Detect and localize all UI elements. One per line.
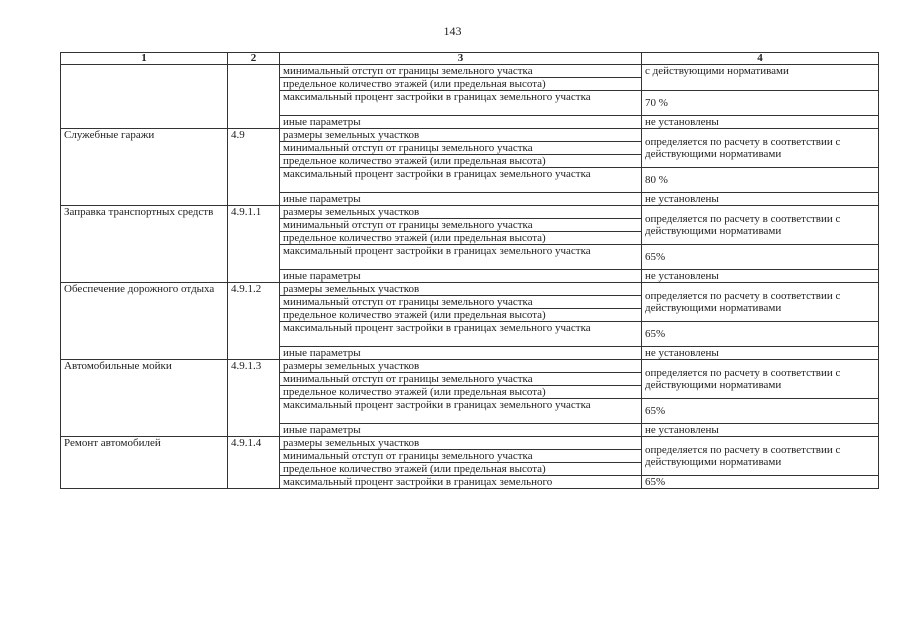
column-header-2: 2 xyxy=(228,53,280,65)
code-cell: 4.9.1.1 xyxy=(228,206,280,283)
param-cell: минимальный отступ от границы земельного участка xyxy=(280,219,642,232)
code-cell: 4.9.1.3 xyxy=(228,360,280,437)
param-cell: иные параметры xyxy=(280,116,642,129)
type-cell: Заправка транспортных средств xyxy=(61,206,228,283)
param-cell: максимальный процент застройки в границах земельного участка xyxy=(280,245,642,270)
value-cell: 80 % xyxy=(642,168,879,193)
param-cell: минимальный отступ от границы земельного участка xyxy=(280,142,642,155)
code-cell: 4.9.1.2 xyxy=(228,283,280,360)
param-cell: размеры земельных участков xyxy=(280,437,642,450)
table-row xyxy=(61,360,879,373)
param-cell: размеры земельных участков xyxy=(280,283,642,296)
param-cell: минимальный отступ от границы земельного участка xyxy=(280,373,642,386)
value-cell: определяется по расчету в соответствии с действующими нормативами xyxy=(642,360,879,399)
code-cell: 4.9.1.4 xyxy=(228,437,280,489)
table-row xyxy=(61,65,879,78)
param-cell: максимальный процент застройки в границах земельного участка xyxy=(280,168,642,193)
value-cell: не установлены xyxy=(642,424,879,437)
type-cell: Служебные гаражи xyxy=(61,129,228,206)
value-cell: не установлены xyxy=(642,116,879,129)
table-row xyxy=(61,206,879,219)
regulations-table xyxy=(60,52,879,489)
param-cell: минимальный отступ от границы земельного участка xyxy=(280,296,642,309)
param-cell: размеры земельных участков xyxy=(280,129,642,142)
table-row xyxy=(61,283,879,296)
value-cell: 65% xyxy=(642,399,879,424)
param-cell: иные параметры xyxy=(280,193,642,206)
value-cell: определяется по расчету в соответствии с действующими нормативами xyxy=(642,206,879,245)
value-cell: 70 % xyxy=(642,91,879,116)
param-cell: предельное количество этажей (или предельная высота) xyxy=(280,386,642,399)
param-cell: максимальный процент застройки в границах земельного участка xyxy=(280,399,642,424)
code-cell: 4.9 xyxy=(228,129,280,206)
param-cell: предельное количество этажей (или предельная высота) xyxy=(280,232,642,245)
table-row xyxy=(61,437,879,450)
code-cell xyxy=(228,65,280,129)
param-cell: размеры земельных участков xyxy=(280,206,642,219)
column-header-3: 3 xyxy=(280,53,642,65)
column-header-1: 1 xyxy=(61,53,228,65)
param-cell: иные параметры xyxy=(280,270,642,283)
type-cell: Обеспечение дорожного отдыха xyxy=(61,283,228,360)
param-cell: максимальный процент застройки в границах земельного участка xyxy=(280,91,642,116)
type-cell xyxy=(61,65,228,129)
page-number: 143 xyxy=(443,24,462,38)
param-cell: предельное количество этажей (или предельная высота) xyxy=(280,155,642,168)
type-cell: Автомобильные мойки xyxy=(61,360,228,437)
param-cell: предельное количество этажей (или предельная высота) xyxy=(280,309,642,322)
table-row xyxy=(61,129,879,142)
param-cell: предельное количество этажей (или предельная высота) xyxy=(280,78,642,91)
type-cell: Ремонт автомобилей xyxy=(61,437,228,489)
value-cell: 65% xyxy=(642,476,879,489)
param-cell: предельное количество этажей (или предельная высота) xyxy=(280,463,642,476)
param-cell: размеры земельных участков xyxy=(280,360,642,373)
param-cell: иные параметры xyxy=(280,347,642,360)
param-cell: максимальный процент застройки в границах земельного участка xyxy=(280,322,642,347)
value-cell: 65% xyxy=(642,245,879,270)
param-cell: иные параметры xyxy=(280,424,642,437)
param-cell: максимальный процент застройки в границах земельного xyxy=(280,476,642,489)
header-row xyxy=(61,53,879,65)
param-cell: минимальный отступ от границы земельного участка xyxy=(280,65,642,78)
value-cell: определяется по расчету в соответствии с действующими нормативами xyxy=(642,129,879,168)
value-cell: с действующими нормативами xyxy=(642,65,879,91)
value-cell: не установлены xyxy=(642,347,879,360)
param-cell: минимальный отступ от границы земельного участка xyxy=(280,450,642,463)
column-header-4: 4 xyxy=(642,53,879,65)
value-cell: не установлены xyxy=(642,193,879,206)
value-cell: определяется по расчету в соответствии с действующими нормативами xyxy=(642,283,879,322)
value-cell: не установлены xyxy=(642,270,879,283)
value-cell: 65% xyxy=(642,322,879,347)
value-cell: определяется по расчету в соответствии с действующими нормативами xyxy=(642,437,879,476)
